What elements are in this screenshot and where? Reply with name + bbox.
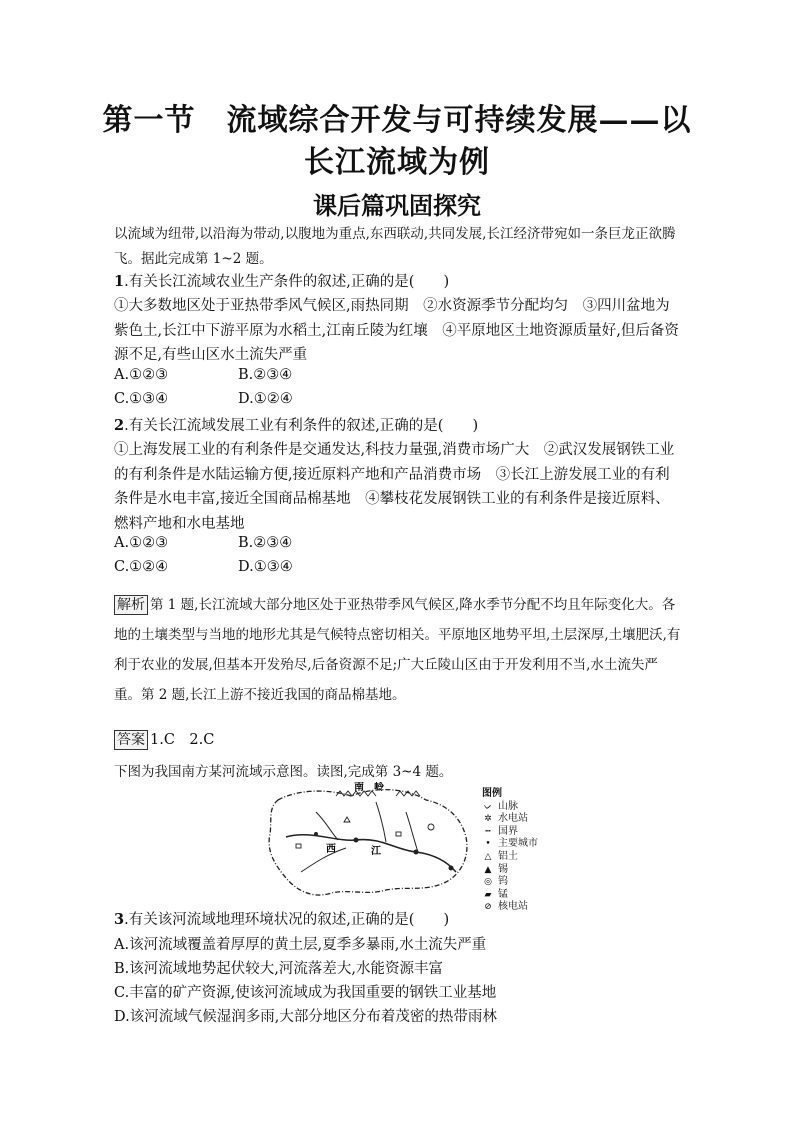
legend-label: 钨	[498, 876, 508, 888]
aluminum-icon: △	[484, 851, 492, 862]
legend-label: 锡	[498, 863, 508, 875]
intro-2-text: 下图为我国南方某河流域示意图。读图,完成第 3~4 题。	[114, 764, 453, 780]
river-basin-map	[256, 782, 481, 900]
question-1-number: 1	[114, 273, 125, 290]
question-1-body: ①大多数地区处于亚热带季风气候区,雨热同期 ②水资源季节分配均匀 ③四川盆地为紫色土,长江中下游平原为水稻土,江南丘陵为红壤 ④平原地区土地资源质量好,但后备资源不足,有些山区水土流失严重	[114, 298, 679, 363]
question-1-text: .有关长江流域农业生产条件的叙述,正确的是( )	[124, 274, 450, 290]
legend-label: 核电站	[498, 901, 528, 913]
question-2-option-d[interactable]: D.①③④	[238, 559, 293, 575]
answer-block	[114, 728, 682, 753]
river-tributary-2	[376, 802, 386, 842]
tin-icon: ▲	[484, 864, 492, 875]
legend-item-manganese	[482, 889, 538, 902]
legend-item-border	[482, 826, 538, 839]
question-3-text: .有关该河流域地理环境状况的叙述,正确的是( )	[124, 912, 450, 928]
question-3-option-a[interactable]: A.该河流域覆盖着厚厚的黄土层,夏季多暴雨,水土流失严重	[114, 937, 487, 953]
legend-item-hydropower	[482, 813, 538, 826]
question-3-stem	[114, 908, 682, 933]
legend-item-mountain	[482, 801, 538, 814]
question-2-option-a[interactable]: A.①②③	[114, 535, 169, 551]
question-2-number: 2	[114, 417, 125, 434]
legend-item-tin	[482, 864, 538, 877]
map-legend	[482, 788, 538, 914]
question-1-stem	[114, 270, 682, 295]
question-2-body: ①上海发展工业的有利条件是交通发达,科技力量强,消费市场广大 ②武汉发展钢铁工业的有利条件是水陆运输方便,接近原料产地和产品消费市场 ③长江上游发展工业的有利条件是水电丰富,接近全国商品棉基地 ④攀枝花发展钢铁工业的有利条件是接近原料、燃料产地和水电基地	[114, 442, 675, 532]
question-1-option-a[interactable]: A.①②③	[114, 367, 169, 383]
page-title-line2: 长江流域为例	[304, 145, 490, 180]
answer-tag: 答案	[114, 730, 148, 750]
river-label-2: 江	[371, 846, 381, 857]
question-3-option-c[interactable]: C.丰富的矿产资源,使该河流域成为我国重要的钢铁工业基地	[114, 985, 497, 1001]
legend-item-aluminum	[482, 851, 538, 864]
page-title-line1: 第一节 流域综合开发与可持续发展——以	[102, 103, 692, 138]
analysis-block	[114, 590, 682, 710]
basin-outline	[269, 790, 467, 895]
legend-label: 锰	[498, 888, 508, 900]
question-2-text: .有关长江流域发展工业有利条件的叙述,正确的是( )	[124, 418, 479, 434]
river-label-1: 西	[326, 844, 336, 855]
legend-label: 主要城市	[498, 838, 538, 850]
mountain-icon: ᨆ	[483, 801, 493, 812]
tungsten-icon: ◎	[484, 877, 492, 888]
question-3-number: 3	[114, 911, 125, 928]
question-1-option-d[interactable]: D.①②④	[238, 391, 293, 407]
legend-title: 图例	[482, 788, 502, 799]
answer-text: 1.C 2.C	[150, 732, 215, 748]
legend-label: 水电站	[498, 813, 528, 825]
question-1-option-b[interactable]: B.②③④	[238, 367, 293, 383]
question-3-option-d[interactable]: D.该河流域气候湿润多雨,大部分地区分布着茂密的热带雨林	[114, 1009, 497, 1025]
river-tributary-4	[406, 812, 418, 852]
question-2-stem	[114, 414, 682, 439]
question-2-option-c[interactable]: C.①②④	[114, 559, 169, 575]
border-icon: ┅	[485, 826, 491, 837]
river-tributary-3	[301, 848, 346, 872]
analysis-tag: 解析	[114, 595, 148, 615]
legend-item-city	[482, 838, 538, 851]
legend-label: 山脉	[498, 800, 518, 812]
legend-item-tungsten	[482, 876, 538, 889]
question-1-option-c[interactable]: C.①③④	[114, 391, 169, 407]
section-subtitle: 课后篇巩固探究	[313, 191, 481, 220]
question-2-option-b[interactable]: B.②③④	[238, 535, 293, 551]
question-3-option-b[interactable]: B.该河流域地势起伏较大,河流落差大,水能资源丰富	[114, 961, 443, 977]
nuclear-icon: ⊘	[484, 902, 492, 913]
mountain-label: 南 岭	[354, 782, 384, 793]
intro-text: 以流域为纽带,以沿海为带动,以腹地为重点,东西联动,共同发展,长江经济带宛如一条巨龙正欲腾飞。据此完成第 1~2 题。	[114, 226, 676, 267]
legend-label: 国界	[498, 825, 518, 837]
hydropower-icon: ✲	[484, 814, 492, 825]
analysis-text: 第 1 题,长江流域大部分地区处于亚热带季风气候区,降水季节分配不均且年际变化大。各地的土壤类型与当地的地形尤其是气候特点密切相关。平原地区地势平坦,土层深厚,土壤肥沃,有利于农业的发展,但基本开发殆尽,后备资源不足;广大丘陵山区由于开发利用不当,水土流失严重。第 2 题,长江上游不接近我国的商品棉基地。	[114, 597, 681, 703]
manganese-icon: ▰	[484, 889, 492, 900]
legend-label: 铝土	[498, 850, 518, 862]
city-icon: •	[485, 839, 491, 850]
